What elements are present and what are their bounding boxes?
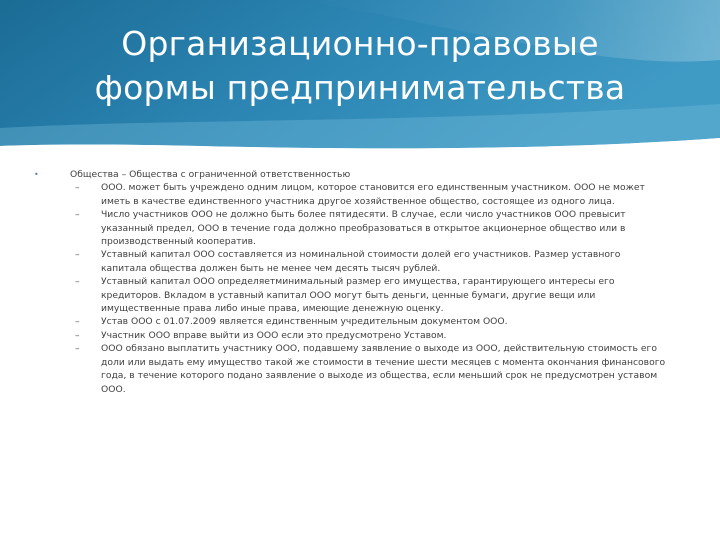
dash-icon: – xyxy=(75,329,80,341)
dash-icon: – xyxy=(75,182,80,194)
bullet-icon: • xyxy=(34,170,39,179)
sub-point xyxy=(34,275,666,315)
sub-point-text: ООО. может быть учреждено одним лицом, которое становится его единственным участником. ООО не может иметь в качестве единственного участника другое хозяйственное общество, состоящее из одного лица. xyxy=(101,182,645,207)
dash-icon: – xyxy=(75,209,80,221)
sub-point-text: Уставный капитал ООО составляется из номинальной стоимости долей его участников. Размер уставного капитала общества должен быть не менее чем десять тысяч рублей. xyxy=(101,249,621,274)
main-point-text: Общества – Общества с ограниченной ответственностью xyxy=(70,169,351,180)
sub-point xyxy=(34,248,666,275)
sub-point xyxy=(34,181,666,208)
sub-point xyxy=(34,208,666,248)
main-bullet-point xyxy=(34,168,666,181)
sub-point xyxy=(34,342,666,396)
title-line-2: формы предпринимательства xyxy=(94,68,626,107)
dash-icon: – xyxy=(75,249,80,261)
slide-body xyxy=(34,168,666,396)
slide-title xyxy=(0,22,720,110)
dash-icon: – xyxy=(75,316,80,328)
sub-point-text: Участник ООО вправе выйти из ООО если это предусмотрено Уставом. xyxy=(101,329,447,341)
sub-point xyxy=(34,315,666,328)
sub-point-text: ООО обязано выплатить участнику ООО, подавшему заявление о выходе из ООО, действительную стоимость его доли или выдать ему имущество такой же стоимости в течение шести месяцев с момента окончания финансового года, в течение которого подано заявление о выходе из общества, если меньший срок не предусмотрен уставом ООО. xyxy=(101,343,666,395)
slide-header-band xyxy=(0,0,720,150)
sub-point-text: Число участников ООО не должно быть более пятидесяти. В случае, если число участников ООО превысит указанный предел, ООО в течение года должно преобразоваться в открытое акционерное общество или в производственный кооператив. xyxy=(101,209,626,248)
dash-icon: – xyxy=(75,276,80,288)
dash-icon: – xyxy=(75,343,80,355)
sub-point xyxy=(34,329,666,342)
title-line-1: Организационно-правовые xyxy=(121,24,599,63)
sub-point-text: Устав ООО с 01.07.2009 является единственным учредительным документом ООО. xyxy=(101,316,508,328)
sub-point-text: Уставный капитал ООО определяетминимальный размер его имущества, гарантирующего интересы его кредиторов. Вкладом в уставный капитал ООО могут быть деньги, ценные бумаги, другие вещи или имущественные права либо иные права, имеющие денежную оценку. xyxy=(101,276,615,315)
